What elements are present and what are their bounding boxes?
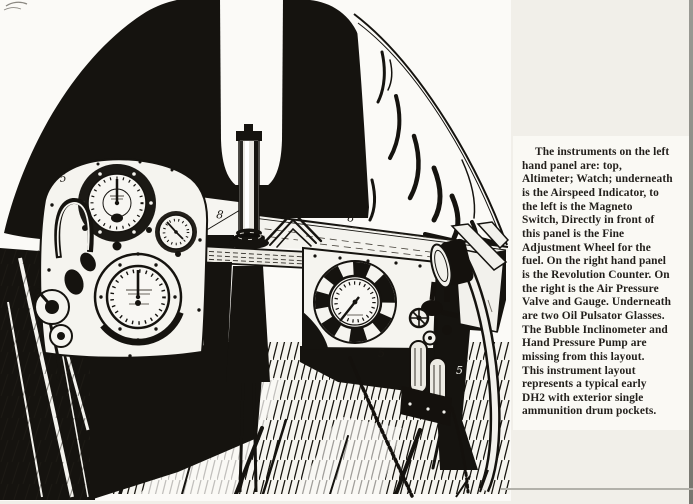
caption-box: [513, 136, 693, 430]
figure-label: 5: [58, 171, 68, 185]
caption-line: Altimeter; Watch; underneath: [522, 173, 673, 186]
column-shaft-shadow: [204, 262, 232, 350]
bottom-rule-line: [501, 488, 693, 490]
figure-label: 8: [215, 208, 225, 222]
caption-line: The Bubble Inclinometer and: [522, 323, 668, 336]
column-shaft-shadow2: [226, 266, 270, 382]
caption-line: is the Revolution Counter. On: [522, 268, 670, 281]
caption-line: The instruments on the left: [535, 146, 670, 158]
caption-line: ammunition drum pockets.: [522, 405, 657, 418]
caption-line: DH2 with exterior single: [522, 391, 644, 404]
page-edge-line: [689, 0, 693, 504]
caption-line: Adjustment Wheel for the: [522, 241, 651, 254]
caption-line: Hand Pressure Pump are: [522, 337, 647, 350]
caption-line: the left is the Magneto: [522, 200, 633, 213]
figure-label: 5: [378, 347, 385, 360]
figure-label: 8: [346, 211, 356, 225]
caption-line: is the Airspeed Indicator, to: [522, 186, 659, 199]
caption-line: fuel. On the right hand panel: [522, 255, 667, 268]
caption-line: missing from this layout.: [522, 350, 645, 363]
caption-line: Switch, Directly in front of: [522, 214, 655, 227]
caption-line: are two Oil Pulsator Glasses.: [522, 309, 665, 322]
figure-label: 5: [456, 364, 463, 377]
caption-line: This instrument layout: [522, 364, 636, 377]
caption-line: this panel is the Fine: [522, 227, 625, 240]
caption-line: represents a typical early: [522, 378, 647, 391]
left-instrument-panel: [35, 159, 207, 380]
caption-line: hand panel are: top,: [522, 159, 622, 172]
caption-line: Valve and Gauge. Underneath: [522, 296, 672, 309]
caption-line: the right is the Air Pressure: [522, 282, 659, 295]
right-instrument-panel: [303, 248, 437, 349]
